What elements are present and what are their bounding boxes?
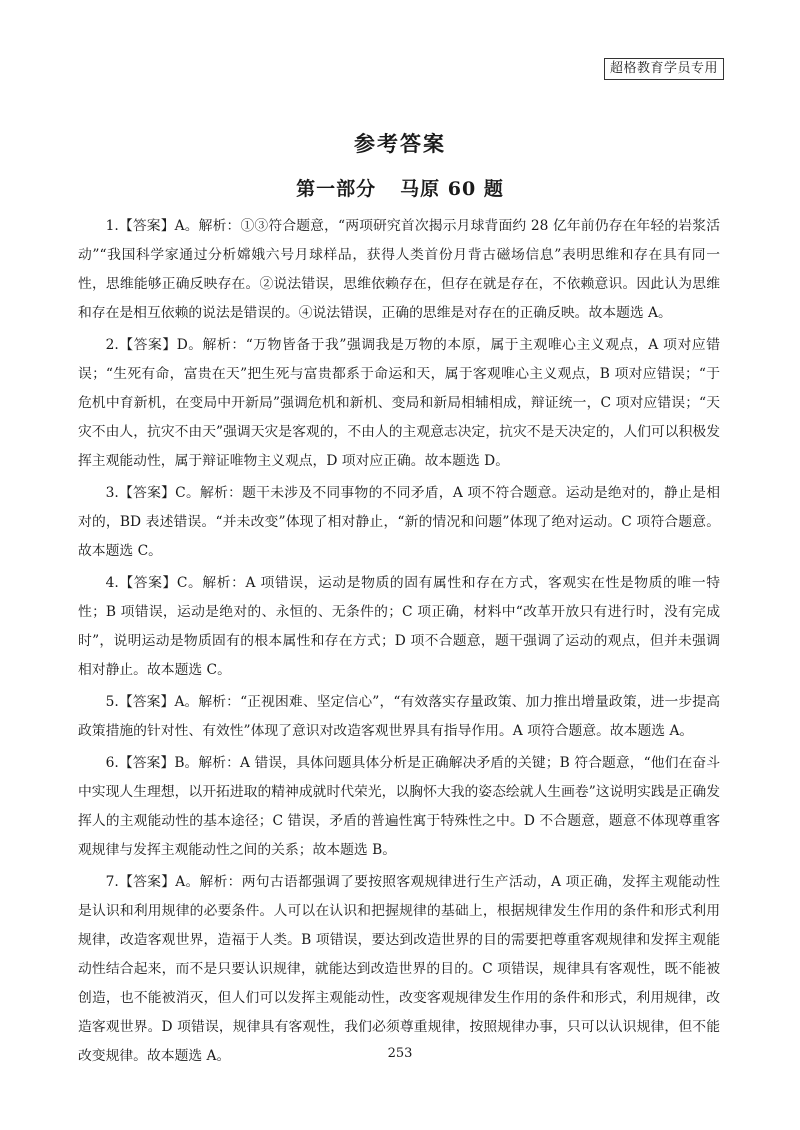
answer-item: 5.【答案】A。解析：“正视困难、坚定信心”，“有效落实存量政策、加力推出增量政策，进一步提高政策措施的针对性、有效性”体现了意识对改造客观世界具有指导作用。A 项符合题意。故本题选 A。 [78,694,720,739]
section-title [0,174,800,201]
page-title: 参考答案 [354,131,446,156]
answer-item: 1.【答案】A。解析：①③符合题意，“两项研究首次揭示月球背面约 28 亿年前仍存在年轻的岩浆活动”“我国科学家通过分析嫦娥六号月球样品，获得人类首份月背古磁场信息”表明思维和存在具有同一性，思维能够正确反映存在。②说法错误，思维依赖存在，但存在就是存在，不依赖意识。因此认为思维和存在是相互依赖的说法是错误的。④说法错误，正确的思维是对存在的正确反映。故本题选 A。 [78,218,720,321]
section-topic: 马原 60 题 [400,178,504,200]
answer-item: 6.【答案】B。解析：A 错误，具体问题具体分析是正确解决矛盾的关键；B 符合题意，“他们在奋斗中实现人生理想，以开拓进取的精神成就时代荣光，以胸怀大我的姿态绘就人生画卷”这说明实践是正确发挥人的主观能动性的基本途径；C 错误，矛盾的普遍性寓于特殊性之中。D 不合题意，题意不体现尊重客观规律与发挥主观能动性之间的关系；故本题选 B。 [78,755,720,858]
answer-item: 7.【答案】A。解析：两句古语都强调了要按照客观规律进行生产活动，A 项正确，发挥主观能动性是认识和利用规律的必要条件。人可以在认识和把握规律的基础上，根据规律发生作用的条件和形式利用规律，改造客观世界，造福于人类。B 项错误，要达到改造世界的目的需要把尊重客观规律和发挥主观能动性结合起来，而不是只要认识规律，就能达到改造世界的目的。C 项错误，规律具有客观性，既不能被创造，也不能被消灭，但人们可以发挥主观能动性，改变客观规律发生作用的条件和形式，利用规律，改造客观世界。D 项错误，规律具有客观性，我们必须尊重规律，按照规律办事，只可以认识规律，但不能改变规律。故本题选 A。 [78,874,720,1064]
answer-item: 2.【答案】D。解析：“万物皆备于我”强调我是万物的本原，属于主观唯心主义观点，A 项对应错误；“生死有命，富贵在天”把生死与富贵都系于命运和天，属于客观唯心主义观点，B 项对应错误；“于危机中育新机，在变局中开新局”强调危机和新机、变局和新局相辅相成，辩证统一，C 项对应错误；“天灾不由人，抗灾不由天”强调天灾是客观的，不由人的主观意志决定，抗灾不是天决定的，人们可以积极发挥主观能动性，属于辩证唯物主义观点，D 项对应正确。故本题选 D。 [78,337,720,469]
answer-item: 3.【答案】C。解析：题干未涉及不同事物的不同矛盾，A 项不符合题意。运动是绝对的，静止是相对的，BD 表述错误。“并未改变”体现了相对静止，“新的情况和问题”体现了绝对运动。C 项符合题意。故本题选 C。 [78,485,720,559]
page-number: 253 [387,1046,413,1061]
answer-list [78,212,720,1074]
section-part: 第一部分 [296,178,377,200]
header-tag: 超格教育学员专用 [604,58,724,80]
answer-item: 4.【答案】C。解析：A 项错误，运动是物质的固有属性和存在方式，客观实在性是物质的唯一特性；B 项错误，运动是绝对的、永恒的、无条件的；C 项正确，材料中“改革开放只有进行时，没有完成时”，说明运动是物质固有的根本属性和存在方式；D 项不合题意，题干强调了运动的观点，但并未强调相对静止。故本题选 C。 [78,575,720,678]
